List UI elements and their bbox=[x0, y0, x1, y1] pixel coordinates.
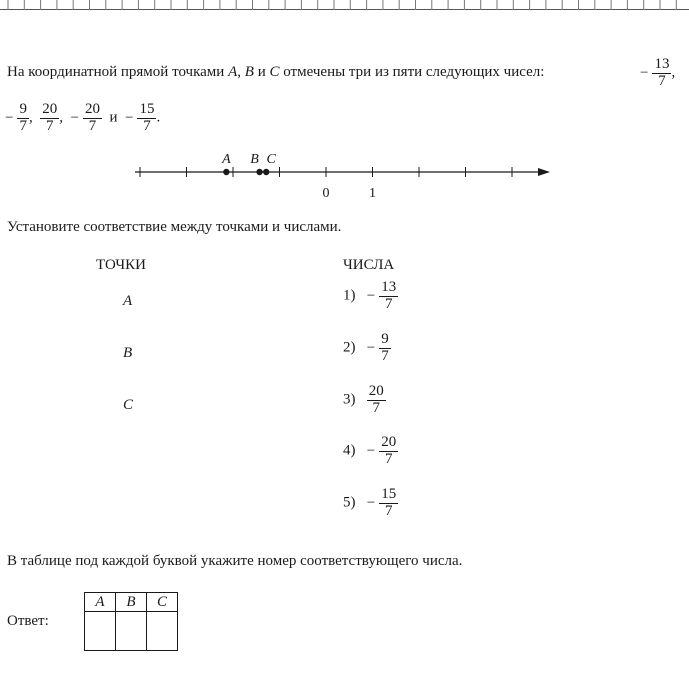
points-list-item-a: A bbox=[123, 293, 133, 309]
number-line-point-label-b: B bbox=[250, 152, 259, 167]
problem-statement-line-2 bbox=[5, 102, 160, 135]
statement-intro: На координатной прямой точками bbox=[7, 64, 225, 80]
number-line bbox=[0, 145, 689, 203]
option-2-sign: − bbox=[366, 339, 376, 356]
number-5-sign: − bbox=[124, 109, 134, 126]
option-1-numerator: 13 bbox=[381, 279, 397, 295]
option-2-denominator: 7 bbox=[381, 347, 389, 364]
option-3-numerator: 20 bbox=[368, 383, 384, 399]
number-3-punct: , bbox=[59, 109, 63, 126]
number-1-sign: − bbox=[640, 64, 649, 81]
answer-cell-b[interactable] bbox=[116, 612, 147, 651]
option-3 bbox=[343, 384, 386, 417]
statement-separator: , bbox=[237, 64, 242, 80]
answer-header-a: A bbox=[85, 593, 116, 612]
number-1-denominator: 7 bbox=[658, 72, 666, 89]
number-line-point-b bbox=[256, 169, 262, 175]
number-line-label-zero: 0 bbox=[322, 186, 330, 201]
number-1 bbox=[640, 57, 675, 90]
number-4-numerator: 20 bbox=[84, 101, 100, 117]
statement-and-2: и bbox=[109, 109, 118, 126]
answer-table-input-row bbox=[85, 612, 178, 651]
number-5-numerator: 15 bbox=[139, 101, 155, 117]
option-5-numerator: 15 bbox=[381, 486, 397, 502]
column-header-numbers: ЧИСЛА bbox=[343, 257, 395, 273]
top-answer-grid bbox=[0, 0, 689, 10]
option-3-denominator: 7 bbox=[372, 399, 380, 416]
answer-cell-c[interactable] bbox=[147, 612, 178, 651]
option-4-sign: − bbox=[366, 442, 376, 459]
answer-label: Ответ: bbox=[7, 613, 49, 629]
option-1-sign: − bbox=[366, 287, 376, 304]
number-5-fraction bbox=[137, 102, 156, 135]
statement-marked: отмечены три из пяти следующих чисел: bbox=[283, 64, 545, 80]
number-line-point-a bbox=[223, 169, 229, 175]
number-5-denominator: 7 bbox=[143, 117, 151, 134]
number-1-numerator: 13 bbox=[654, 56, 670, 72]
option-5 bbox=[343, 487, 398, 520]
number-line-point-label-c: C bbox=[266, 152, 276, 167]
option-5-number: 5) bbox=[343, 494, 356, 511]
option-4-denominator: 7 bbox=[384, 450, 393, 467]
statement-and: и bbox=[257, 64, 266, 80]
option-4-number: 4) bbox=[343, 442, 356, 459]
option-2-numerator: 9 bbox=[381, 331, 389, 347]
number-1-fraction bbox=[652, 57, 671, 90]
option-3-fraction bbox=[367, 384, 386, 417]
number-2-punct: , bbox=[28, 109, 33, 126]
option-2-number: 2) bbox=[343, 339, 356, 356]
number-line-point-c bbox=[263, 169, 269, 175]
column-header-points: ТОЧКИ bbox=[96, 257, 147, 273]
point-label-c: C bbox=[269, 64, 280, 80]
point-label-a: A bbox=[228, 64, 238, 80]
number-5-punct: . bbox=[156, 109, 161, 126]
number-2-fraction bbox=[17, 102, 29, 135]
option-5-sign: − bbox=[366, 494, 376, 511]
number-4-denominator: 7 bbox=[88, 117, 97, 134]
points-list-item-c: C bbox=[123, 397, 134, 413]
answer-cell-a[interactable] bbox=[85, 612, 116, 651]
problem-statement-line-1 bbox=[7, 64, 544, 81]
answer-table bbox=[84, 592, 178, 651]
option-1-denominator: 7 bbox=[384, 295, 393, 312]
number-2-numerator: 9 bbox=[19, 101, 27, 117]
number-4-sign: − bbox=[70, 109, 79, 126]
option-1 bbox=[343, 280, 398, 313]
number-line-arrow-icon bbox=[538, 168, 550, 176]
option-5-denominator: 7 bbox=[384, 502, 393, 519]
option-1-number: 1) bbox=[343, 287, 356, 304]
matching-instruction: Установите соответствие между точками и числами. bbox=[7, 219, 342, 235]
table-instruction: В таблице под каждой буквой укажите номер соответствующего числа. bbox=[7, 553, 463, 569]
answer-table-header-row bbox=[85, 593, 178, 612]
points-list-item-b: B bbox=[123, 345, 133, 361]
option-4-fraction bbox=[379, 435, 398, 468]
option-2-fraction bbox=[379, 332, 391, 365]
option-4 bbox=[343, 435, 398, 468]
number-line-point-label-a: A bbox=[222, 152, 231, 167]
answer-header-b: B bbox=[116, 593, 147, 612]
option-2 bbox=[343, 332, 391, 365]
number-3-numerator: 20 bbox=[42, 101, 58, 117]
option-3-number: 3) bbox=[343, 391, 356, 408]
option-1-fraction bbox=[379, 280, 398, 313]
number-4-fraction bbox=[83, 102, 102, 135]
option-5-fraction bbox=[379, 487, 398, 520]
answer-header-c: C bbox=[147, 593, 178, 612]
number-1-punct: , bbox=[671, 64, 676, 81]
number-2-sign: − bbox=[5, 109, 14, 126]
point-label-b: B bbox=[244, 64, 254, 80]
number-3-denominator: 7 bbox=[45, 117, 54, 134]
number-3-fraction bbox=[40, 102, 59, 135]
option-4-numerator: 20 bbox=[381, 434, 397, 450]
number-2-denominator: 7 bbox=[19, 117, 27, 134]
number-line-label-one: 1 bbox=[369, 186, 376, 201]
